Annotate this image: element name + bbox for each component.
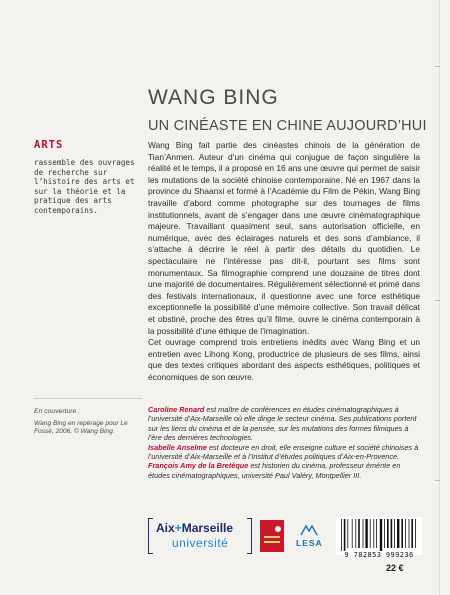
- barcode-bar: [344, 519, 346, 551]
- barcode-bar: [405, 519, 406, 548]
- logo-stripe: [264, 541, 280, 543]
- isbn-number: 9 782853 999236: [344, 551, 414, 559]
- barcode-bar: [355, 519, 356, 548]
- publisher-logo: [260, 520, 284, 552]
- barcode-bar: [370, 519, 371, 548]
- barcode-bar: [397, 519, 399, 548]
- price: 22 €: [386, 563, 404, 573]
- barcode-bar: [365, 519, 367, 548]
- barcode-bar: [380, 519, 382, 551]
- barcode-bar: [415, 519, 416, 548]
- barcode-bar: [401, 519, 403, 548]
- barcode-bar: [384, 519, 385, 548]
- lesa-logo-text: LESA: [296, 538, 323, 548]
- barcode-bar: [391, 519, 393, 548]
- logo-stripe: [264, 536, 280, 538]
- barcode-bar: [394, 519, 395, 548]
- barcode-bar: [358, 519, 360, 548]
- cover-credit: [34, 408, 142, 437]
- author-name: Isabelle Anselme: [148, 442, 207, 452]
- crop-mark: [435, 480, 440, 481]
- fold-line: [439, 0, 440, 595]
- logo-dot: [275, 526, 281, 532]
- author-bio: [148, 443, 420, 462]
- logo-line-2: université: [172, 536, 229, 550]
- author-bio-text: est docteure en droit, elle enseigne culture et société chinoises à l’université d’Aix-Marseille et à l’Institut d’études politiques d’Aix-en-Provence.: [148, 442, 419, 462]
- lesa-mark-icon: [300, 524, 318, 536]
- barcode-bar: [373, 519, 374, 548]
- crop-mark: [435, 66, 440, 67]
- book-subtitle: UN CINÉASTE EN CHINE AUJOURD’HUI: [148, 118, 427, 134]
- crop-mark: [435, 300, 440, 301]
- barcode-bar: [363, 519, 364, 548]
- logo-bracket-left: [148, 518, 153, 554]
- barcode-bar: [376, 519, 377, 548]
- barcode-bar: [347, 519, 348, 548]
- logo-text-plus: +: [174, 521, 182, 535]
- series-name: ARTS: [34, 139, 64, 151]
- author-bio: [148, 405, 420, 443]
- barcode-bars-icon: [340, 519, 418, 551]
- author-name: François Amy de la Bretèque: [148, 461, 249, 471]
- logo-bracket-right: [247, 518, 252, 554]
- author-name: Caroline Renard: [148, 405, 205, 414]
- synopsis-paragraph: Wang Bing fait partie des cinéastes chinois de la génération de Tian’Anmen. Auteur d’un cinéma qui conjugue de façon singulière la réalité et le temps, il a proposé en 16 ans une œuvre qui permet de saisir les mutations de la société chinoise contemporaine. Né en 1967 dans la province du Shaanxi et formé à l’Académie du Film de Pékin, Wang Bing travaille d’abord comme photographe sur des tournages de films institutionnels, avant de s’engager dans une œuvre cinématographique majeure. Travaillant quasiment seul, sans autorisation officielle, en numérique, avec des éclairages naturels et des sons d’ambiance, il s’attache à décrire le réel à partir des détails du quotidien. Le spectaculaire ne l’intéresse pas dit-il, pourtant ses films sont monumentaux. Sa filmographie comprend une douzaine de titres dont une majorité de documentaires. Régulièrement sélectionné et primé dans des festivals internationaux, il questionne avec une force esthétique exceptionnelle la possibilité d’une mémoire collective. Son travail délicat et obstiné, proche des êtres qu’il filme, ouvre le cinéma contemporain à la possibilité d’une éthique de l’imagination.: [148, 140, 420, 336]
- book-title: WANG BING: [148, 86, 279, 109]
- barcode-bar: [387, 519, 389, 548]
- divider: [34, 398, 142, 399]
- author-bio-text: est historien du cinéma, professeur émérite en études cinématographiques, université Paul Valéry, Montpellier III.: [148, 461, 401, 480]
- logo-line-1: [156, 521, 233, 535]
- barcode-bar: [411, 519, 413, 548]
- author-bio: [148, 461, 420, 480]
- barcode-bar: [352, 519, 353, 548]
- cover-credit-text: Wang Bing en repérage pour Le Fossé, 2006, © Wang Bing.: [34, 419, 128, 436]
- barcode: [336, 517, 422, 555]
- series-description: rassemble des ouvrages de recherche sur l’histoire des arts et sur la théorie et la pratique des arts contemporains.: [34, 158, 135, 215]
- barcode-bar: [409, 519, 410, 548]
- aix-marseille-university-logo: [148, 518, 252, 560]
- synopsis-paragraph: Cet ouvrage comprend trois entretiens inédits avec Wang Bing et un entretien avec Lihong Kong, productrice de plusieurs de ses films, ainsi que des textes critiques abordant des aspects esthétiques, politiques et économiques de son œuvre.: [148, 337, 420, 382]
- logo-text-aix: Aix: [156, 521, 175, 535]
- cover-credit-label: En couverture :: [34, 408, 81, 415]
- author-bio-text: est maître de conférences en études cinématographiques à l’université d’Aix-Marseille où elle dirige le secteur cinéma. Ses publications portent sur les liens du cinéma et de la pensée, sur les mutations des formes filmiques à l’ère des dernières technologies.: [148, 405, 417, 443]
- synopsis: [148, 140, 420, 383]
- logo-text-marseille: Marseille: [181, 521, 234, 535]
- barcode-bar: [341, 519, 342, 551]
- author-bios: [148, 405, 420, 480]
